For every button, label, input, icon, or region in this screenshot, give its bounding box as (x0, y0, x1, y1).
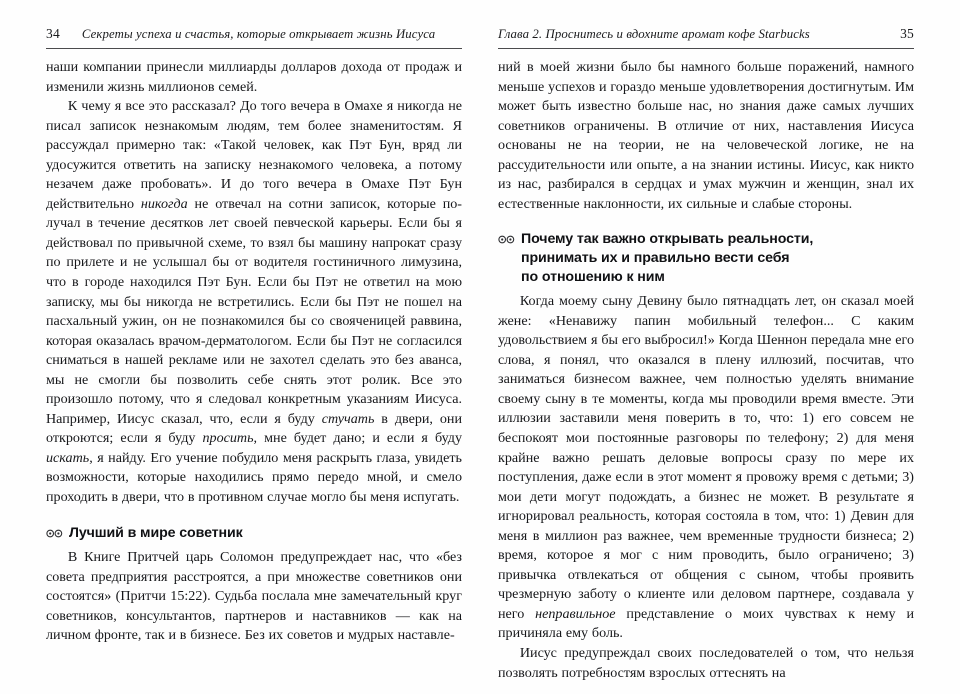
right-running-title: Глава 2. Проснитесь и вдохните аромат кофе Starbucks (498, 27, 810, 41)
right-header-rule (498, 48, 914, 49)
left-header-rule (46, 48, 462, 49)
left-running-title: Секреты успеха и счастья, которые открывает жизнь Иисуса (81, 27, 436, 41)
paragraph: К чему я все это рассказал? До того вечера в Омахе я никогда не писал записок незнакомым людям, тем более знаменитостям. Я рассуждал примерно так: «Такой человек, как Пэт Бун, вряд ли удосужится ответить на записку незнакомого человека, а потому незачем даже пробовать». И до того вечера в Омахе Пэт Бун действительно никогда не отвечал на сотни записок, которые получал в течение десятков лет своей певческой карьеры. Если бы я действовал по привычной схеме, то взял бы машину напрокат сразу по прилете и не услышал бы от водителя гостиничного лимузина, что в городе находился Пэт Бун. Если бы Пэт не ответил на мою записку, мы бы никогда не встретились. Если бы Пэт не пошел на пасхальный ужин, он не познакомился бы со свояченицей раввина, которая оказалась врачом-дерматологом. Если бы Пэт не согласился сниматься в нашей рекламе или не захотел сделать это без аванса, мы не смогли бы позволить себе снять этот ролик. Все это произошло потому, что я следовал конкретным указаниям Иисуса. Например, Иисус сказал, что, если я буду стучать в двери, они откроются; если я буду просить, мне будет дано; и если я буду искать, я найду. Его учение побудило меня раскрыть глаза, увидеть возможности, которые находились прямо передо мной, и смело проходить в двери, что в противном случае могло бы меня испугать. (46, 98, 462, 506)
section-title-line: принимать их и правильно вести себя (521, 249, 790, 266)
right-section-heading (498, 230, 914, 286)
right-text-column (498, 58, 914, 683)
paragraph: наши компании принесли миллиарды долларов дохода от продаж и изменили жизнь миллионов семей. (46, 59, 462, 95)
left-section-heading (46, 524, 462, 543)
paragraph: Иисус предупреждал своих последователей о том, что нельзя позволять потребностям взрослых оттеснять на (498, 645, 914, 681)
left-page-number: 34 (46, 26, 60, 41)
right-page-number: 35 (900, 26, 914, 41)
left-running-head (46, 26, 462, 46)
left-text-column (46, 58, 462, 646)
right-section-title (521, 230, 813, 286)
right-page (480, 0, 960, 694)
right-running-head (498, 26, 914, 46)
paragraph: ний в моей жизни было бы намного больше поражений, намного меньше успехов и гораздо меньше удовлетворения достигнутым. Им может быть известно больше нас, но знания даже самых лучших советников ограничены. В отличие от них, наставления Иисуса основаны не на теории, не на человеческой логике, не на рассудительности или опыте, а на знании истины. Иисус, как никто из нас, разбирался в сердцах и умах мужчин и женщин, знал их естественные наклонности, их сильные и слабые стороны. (498, 59, 914, 212)
paragraph: В Книге Притчей царь Соломон предупреждает нас, что «без совета предприятия расстроятся, а при множестве советников они состоятся» (Притчи 15:22). Судьба послала мне замечательный круг советников, консультантов, партнеров и наставников — как на личном фронте, так и в бизнесе. Без их советов и мудрых наставле- (46, 549, 462, 644)
section-title-line: Лучший в мире советник (69, 524, 243, 541)
paragraph: Когда моему сыну Девину было пятнадцать лет, он сказал моей жене: «Ненавижу папин мобильный телефон... С каким удовольствием я бы его выбросил!» Когда Шеннон передала мне его слова, я понял, что оказался в плену иллюзий, посчитав, что заниматься бизнесом важнее, чем полностью уделять внимание своему сыну в те моменты, когда мы проводили время вместе. Эти иллюзии заставили меня поверить в то, что: 1) его совсем не беспокоят мои постоянные разговоры по телефону; 2) для меня крайне важно решать деловые вопросы сразу по мере их поступления, даже если в этот момент я провожу время с детьми; 3) мои дети могут подождать, а бизнес не может. В результате я игнорировал реальность, которая состояла в том, что: 1) Девин для меня в миллион раз важнее, чем временные трудности бизнеса; 2) время, которое я мог с ним проводить, было ограничено; 3) привычка отвлекаться от общения с сыном, чтобы проявить чрезмерную заботу о клиенте или деловом партнере, создавала у него неправильное представление о моих чувствах к нему и причиняла ему боль. (498, 293, 914, 642)
left-section-title (69, 524, 243, 543)
section-title-line: по отношению к ним (521, 268, 665, 285)
section-title-line: Почему так важно открывать реальности, (521, 231, 814, 248)
double-circle-ornament-icon (46, 529, 63, 538)
double-circle-ornament-icon (498, 235, 515, 244)
